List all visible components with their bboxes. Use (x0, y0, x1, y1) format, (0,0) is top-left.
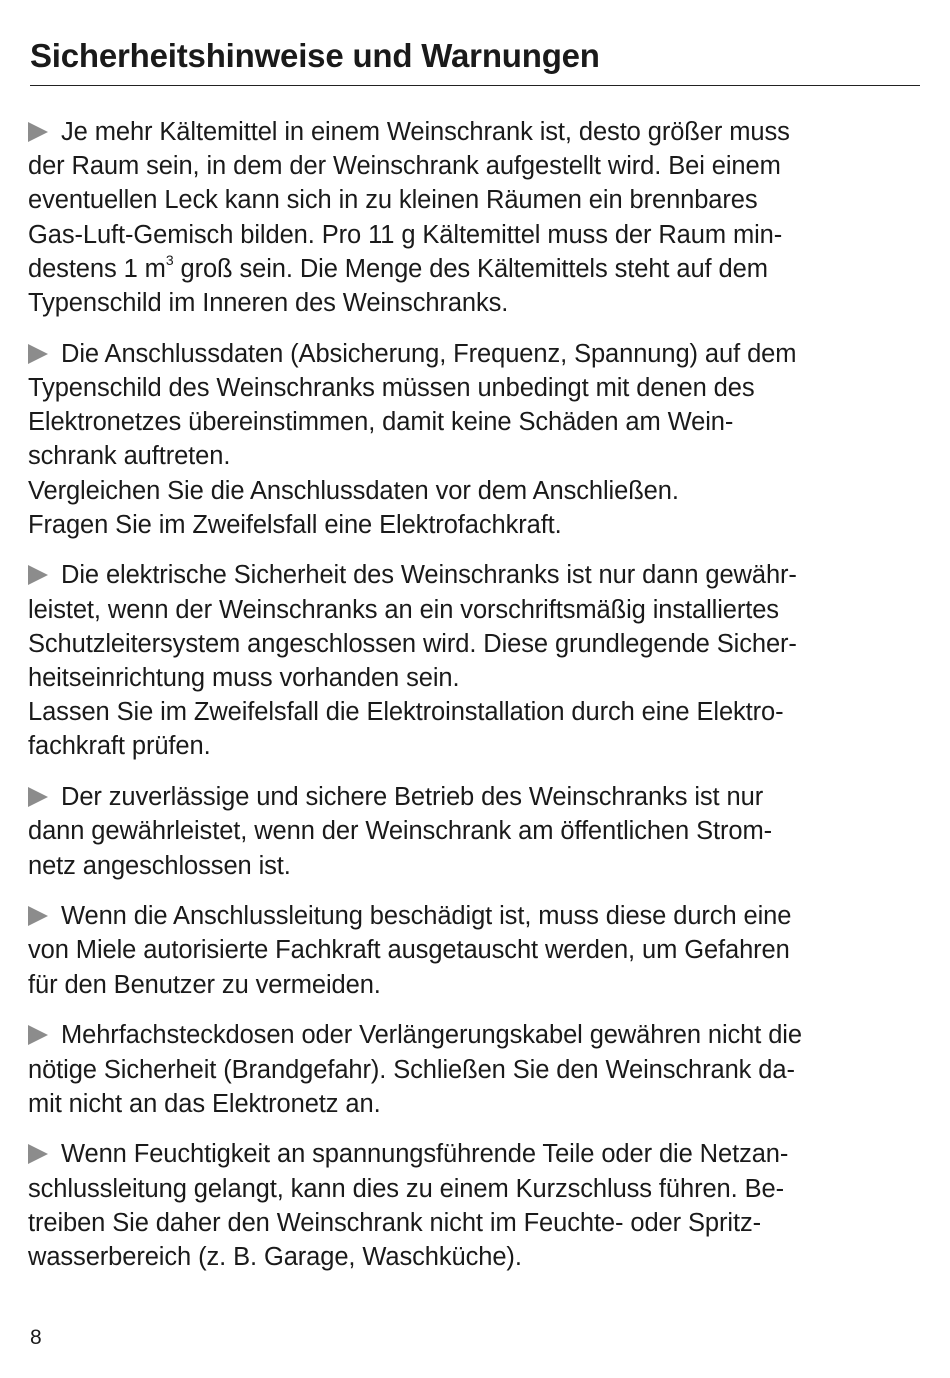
text-line: fachkraft prüfen. (28, 732, 211, 761)
text-line: eventuellen Leck kann sich in zu kleinen Räumen ein brennbares (28, 186, 758, 215)
warning-moisture (28, 1137, 920, 1274)
text-line: treiben Sie daher den Weinschrank nicht im Feuchte- oder Spritz- (28, 1208, 761, 1237)
warning-electrical-safety (28, 558, 920, 763)
text-line: heitseinrichtung muss vorhanden sein. (28, 664, 460, 693)
page-title: Sicherheitshinweise und Warnungen (30, 37, 600, 74)
text-line: leistet, wenn der Weinschranks an ein vorschriftsmäßig installiertes (28, 595, 779, 624)
warning-refrigerant-room-size (28, 115, 920, 320)
text-line (28, 337, 920, 371)
title-divider (30, 85, 920, 86)
warning-multi-sockets (28, 1018, 920, 1121)
text-line (28, 115, 920, 149)
text-line: wasserbereich (z. B. Garage, Waschküche). (28, 1243, 522, 1272)
warnings-list (28, 115, 920, 1291)
superscript-exponent: 3 (165, 252, 174, 269)
text-line: Vergleichen Sie die Anschlussdaten vor dem Anschließen. (28, 476, 679, 505)
warning-connection-data (28, 337, 920, 542)
triangle-right-icon (28, 787, 48, 807)
text-line: Lassen Sie im Zweifelsfall die Elektroinstallation durch eine Elektro- (28, 698, 784, 727)
text-line: Schutzleitersystem angeschlossen wird. Diese grundlegende Sicher- (28, 629, 797, 658)
text-line (28, 1018, 920, 1052)
triangle-right-icon (28, 565, 48, 585)
page-number: 8 (30, 1326, 42, 1349)
warning-public-grid (28, 780, 920, 883)
text-line (28, 252, 920, 286)
triangle-right-icon (28, 344, 48, 364)
triangle-right-icon (28, 1144, 48, 1164)
text-line (28, 780, 920, 814)
text-line-content: Je mehr Kältemittel in einem Weinschrank ist, desto größer muss (61, 118, 790, 146)
text-line: Typenschild im Inneren des Weinschranks. (28, 289, 509, 318)
text-line: der Raum sein, in dem der Weinschrank aufgestellt wird. Bei einem (28, 152, 781, 181)
text-line (28, 558, 920, 592)
text-line: Elektronetzes übereinstimmen, damit keine Schäden am Wein- (28, 408, 734, 437)
text-line (28, 899, 920, 933)
text-line: von Miele autorisierte Fachkraft ausgetauscht werden, um Gefahren (28, 936, 790, 965)
text-line: Gas-Luft-Gemisch bilden. Pro 11 g Kältemittel muss der Raum min- (28, 220, 783, 249)
warning-damaged-cable (28, 899, 920, 1002)
text-line-content: Mehrfachsteckdosen oder Verlängerungskabel gewähren nicht die (61, 1021, 802, 1050)
text-line: für den Benutzer zu vermeiden. (28, 970, 381, 999)
triangle-right-icon (28, 1025, 48, 1045)
triangle-right-icon (28, 906, 48, 926)
text-line: schrank auftreten. (28, 442, 231, 471)
text-line-content: Wenn die Anschlussleitung beschädigt ist, muss diese durch eine (61, 902, 792, 931)
text-line-content: Die Anschlussdaten (Absicherung, Frequenz, Spannung) auf dem (61, 339, 797, 368)
text-fragment: groß sein. Die Menge des Kältemittels steht auf dem (173, 254, 768, 283)
text-line-content: Der zuverlässige und sichere Betrieb des Weinschranks ist nur (61, 783, 764, 812)
text-line-content: Die elektrische Sicherheit des Weinschranks ist nur dann gewähr- (61, 561, 797, 590)
text-line: mit nicht an das Elektronetz an. (28, 1089, 381, 1118)
text-line: dann gewährleistet, wenn der Weinschrank am öffentlichen Strom- (28, 817, 772, 846)
text-line: schlussleitung gelangt, kann dies zu einem Kurzschluss führen. Be- (28, 1174, 784, 1203)
triangle-right-icon (28, 122, 48, 142)
text-line: nötige Sicherheit (Brandgefahr). Schließen Sie den Weinschrank da- (28, 1055, 795, 1084)
text-line (28, 1137, 920, 1171)
text-line: Typenschild des Weinschranks müssen unbedingt mit denen des (28, 373, 755, 402)
text-line: netz angeschlossen ist. (28, 851, 291, 880)
text-line-content: Wenn Feuchtigkeit an spannungsführende Teile oder die Netzan- (61, 1140, 789, 1169)
text-line: Fragen Sie im Zweifelsfall eine Elektrofachkraft. (28, 510, 562, 539)
text-fragment: destens 1 m (28, 254, 166, 283)
